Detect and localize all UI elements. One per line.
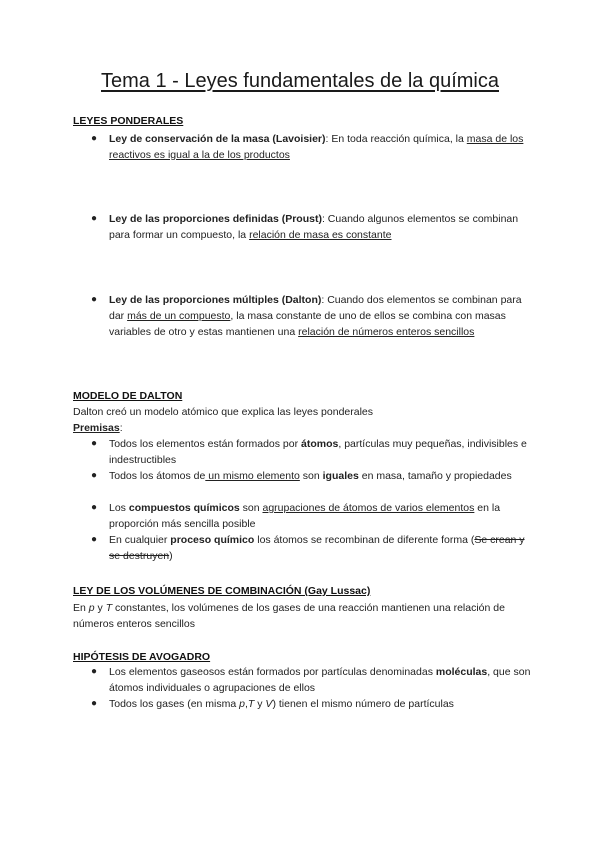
list-item-proceso <box>91 532 531 564</box>
section-heading-avogadro: HIPÓTESIS DE AVOGADRO <box>73 651 211 663</box>
gay-lussac-text: En p y T constantes, los volúmenes de los gases de una reacción mantienen una relación de números enteros sencillos <box>73 602 505 630</box>
bullet-icon: ● <box>91 666 98 677</box>
list-item-text: Todos los gases (en misma p,T y V) tienen el mismo número de partículas <box>109 698 454 710</box>
list-item-text: Ley de las proporciones múltiples (Dalton): Cuando dos elementos se combinan para dar más de un compuesto, la masa constante de uno de ellos se combina con masas variables de otro y estas mantienen una relación de números enteros sencillos <box>109 294 522 338</box>
list-item-atomos <box>91 436 531 468</box>
bullet-icon: ● <box>91 213 98 224</box>
list-item-text: Todos los átomos de un mismo elemento son iguales en masa, tamaño y propiedades <box>109 470 512 482</box>
list-item-lavoisier <box>91 131 531 163</box>
list-item-dalton-multiples <box>91 292 531 340</box>
bullet-icon: ● <box>91 470 98 481</box>
list-item-text: Ley de conservación de la masa (Lavoisier): En toda reacción química, la masa de los reactivos es igual a la de los productos <box>109 133 524 161</box>
list-item-moleculas <box>91 664 531 696</box>
list-item-text: Los compuestos químicos son agrupaciones de átomos de varios elementos en la proporción más sencilla posible <box>109 502 501 530</box>
bullet-icon: ● <box>91 534 98 545</box>
list-item-iguales <box>91 468 531 484</box>
bullet-icon: ● <box>91 133 98 144</box>
section-heading-modelo-dalton: MODELO DE DALTON <box>73 390 183 402</box>
bullet-icon: ● <box>91 698 98 709</box>
list-item-text: Los elementos gaseosos están formados por partículas denominadas moléculas, que son átomos individuales o agrupaciones de ellos <box>109 666 531 694</box>
page-title: Tema 1 - Leyes fundamentales de la química <box>101 70 499 92</box>
list-item-text: En cualquier proceso químico los átomos se recombinan de diferente forma (Se crean y se destruyen) <box>109 534 525 562</box>
list-item-proust <box>91 211 531 243</box>
dalton-intro: Dalton creó un modelo atómico que explica las leyes ponderales <box>73 406 374 418</box>
list-item-text: Todos los elementos están formados por átomos, partículas muy pequeñas, indivisibles e indestructibles <box>109 438 527 466</box>
bullet-icon: ● <box>91 438 98 449</box>
premisas-label: Premisas: <box>73 422 123 434</box>
list-item-compuestos <box>91 500 531 532</box>
bullet-icon: ● <box>91 502 98 513</box>
list-item-gases <box>91 696 531 712</box>
section-heading-gay-lussac: LEY DE LOS VOLÚMENES DE COMBINACIÓN (Gay Lussac) <box>73 585 371 597</box>
section-heading-leyes-ponderales: LEYES PONDERALES <box>73 115 184 127</box>
list-item-text: Ley de las proporciones definidas (Proust): Cuando algunos elementos se combinan para formar un compuesto, la relación de masa es constante <box>109 213 519 241</box>
bullet-icon: ● <box>91 294 98 305</box>
